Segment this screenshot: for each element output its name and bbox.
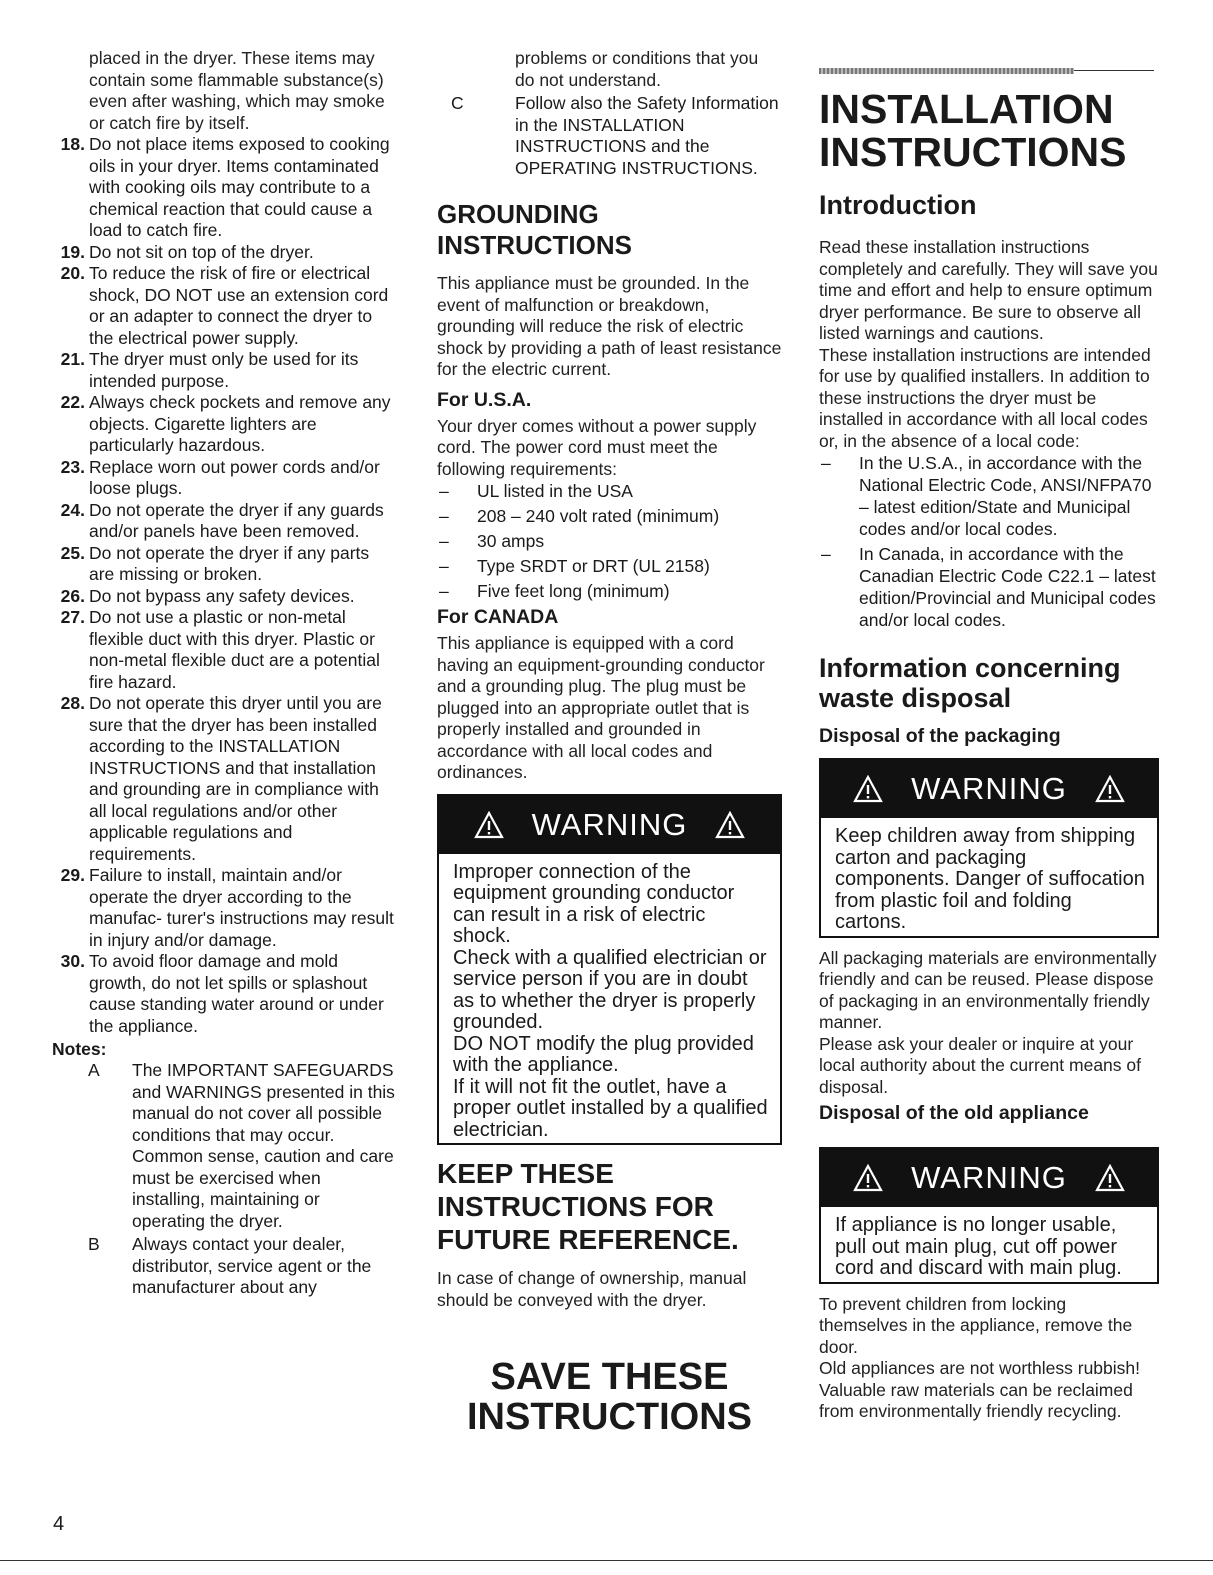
list-item (52, 242, 397, 264)
warning-body: Keep children away from shipping carton and packaging components. Danger of suffocation from plastic foil and folding cartons. (835, 825, 1145, 933)
list-item (52, 457, 397, 500)
list-item (52, 500, 397, 543)
codes-list (819, 452, 1159, 631)
item-number: 27. (60, 607, 85, 627)
warning-triangle-icon (715, 811, 745, 839)
list-item (52, 543, 397, 586)
note-letter: A (88, 1060, 100, 1080)
lead-text: placed in the dryer. These items may contain some flammable substance(s) even after washing, which may smoke or catch fire by itself. (89, 48, 385, 133)
item-number: 30. (60, 951, 85, 971)
usa-requirements (437, 480, 782, 602)
list-item (52, 134, 397, 242)
warning-banner (821, 760, 1157, 818)
item-text: Do not bypass any safety devices. (89, 585, 355, 606)
warning-text: Check with a qualified electrician or service person if you are in doubt as to whether the dryer is properly grounded. (453, 946, 767, 1033)
note-text: Always contact your dealer, distributor, service agent or the manufacturer about any (132, 1234, 372, 1297)
packaging-paragraph: All packaging materials are environmentally friendly and can be reused. Please dispose of packaging in an environmentally friendly manner. (819, 947, 1157, 1032)
note-text: Follow also the Safety Information in the INSTALLATION INSTRUCTIONS and the OPERATING INSTRUCTIONS. (515, 93, 779, 178)
canada-text: This appliance is equipped with a cord having an equipment-grounding conductor and a grounding plug. The plug must be plugged into an appropriate outlet that is properly installed and grounded in accordance with all local codes and ordinances. (437, 633, 765, 782)
list-item: – Five feet long (minimum) (439, 581, 670, 601)
continued-text: problems or conditions that you do not understand. (515, 48, 759, 90)
usa-text: Your dryer comes without a power supply cord. The power cord must meet the following requirements: (437, 415, 757, 479)
list-item (52, 865, 397, 951)
footer-rule (0, 1560, 1213, 1561)
item-text: To avoid floor damage and mold growth, do not let spills or splashout cause standing water around or under the appliance. (89, 951, 384, 1036)
header-rule (819, 68, 1074, 74)
item-number: 20. (60, 263, 85, 283)
page-number: 4 (53, 1513, 65, 1535)
item-text: Do not operate the dryer if any guards and/or panels have been removed. (89, 499, 384, 541)
warning-body: If appliance is no longer usable, pull out main plug, cut off power cord and discard with main plug. (835, 1214, 1122, 1279)
save-instructions-heading (437, 1357, 782, 1437)
grounding-heading: GROUNDING INSTRUCTIONS (437, 199, 632, 260)
packaging-heading: Disposal of the packaging (819, 725, 1061, 747)
list-item: – 30 amps (439, 531, 545, 551)
intro-paragraph: These installation instructions are intended for use by qualified installers. In addition to these instructions the dryer must be installed in accordance with all local codes or, in the absence of a local code: (819, 344, 1151, 451)
item-text: To reduce the risk of fire or electrical shock, DO NOT use an extension cord or an adapter to connect the dryer to the electrical power supply. (89, 263, 389, 348)
item-text: Failure to install, maintain and/or operate the dryer according to the manufac- turer's instructions may result in injury and/or damage. (89, 865, 394, 950)
canada-heading: For CANADA (437, 606, 559, 628)
warning-body (439, 854, 780, 1144)
item-text: The dryer must only be used for its intended purpose. (89, 349, 359, 391)
warning-text: DO NOT modify the plug provided with the appliance. (453, 1032, 754, 1076)
warning-triangle-icon (853, 775, 883, 803)
packaging-warning-box (819, 758, 1159, 938)
item-number: 24. (60, 499, 85, 520)
item-text: Replace worn out power cords and/or loose plugs. (89, 456, 380, 498)
old-appliance-warning-box (819, 1147, 1159, 1284)
list-item (52, 586, 397, 608)
list-item: – Type SRDT or DRT (UL 2158) (439, 556, 710, 576)
note-text: Common sense, caution and care must be exercised when installing, maintaining or operating the dryer. (132, 1146, 394, 1231)
introduction-heading: Introduction (819, 190, 977, 220)
note-letter: C (451, 93, 464, 113)
list-item (52, 607, 397, 693)
note-item (437, 93, 782, 179)
note-text: The IMPORTANT SAFEGUARDS and WARNINGS presented in this manual do not cover all possible conditions that may occur. (132, 1060, 395, 1145)
list-item (52, 263, 397, 349)
usa-heading: For U.S.A. (437, 388, 532, 411)
list-item: – 208 – 240 volt rated (minimum) (439, 506, 720, 526)
item-number: 21. (60, 349, 85, 369)
list-item: – In the U.S.A., in accordance with the National Electric Code, ANSI/NFPA70 – latest edition/State and Municipal codes and/or local codes. (821, 453, 1152, 539)
item-text: Always check pockets and remove any objects. Cigarette lighters are particularly hazardous. (89, 392, 391, 455)
item-text: Do not place items exposed to cooking oils in your dryer. Items contaminated with cooking oils may contribute to a chemical reaction that could cause a load to catch fire. (89, 134, 390, 240)
middle-column (437, 48, 782, 1437)
item-number: 28. (60, 693, 85, 713)
item-text: Do not operate the dryer if any parts are missing or broken. (89, 542, 370, 584)
item-text: Do not operate this dryer until you are sure that the dryer has been installed according to the INSTALLATION INSTRUCTIONS and that installation and grounding are in compliance with all local regulations and/or other applicable regulations and requirements. (89, 693, 382, 864)
grounding-text: This appliance must be grounded. In the event of malfunction or breakdown, grounding will reduce the risk of electric shock by providing a path of least resistance for the electric current. (437, 273, 782, 379)
old-appliance-heading: Disposal of the old appliance (819, 1102, 1089, 1124)
list-item: – In Canada, in accordance with the Canadian Electric Code C22.1 – latest edition/Provincial and Municipal codes and/or local codes. (821, 544, 1156, 630)
item-number: 25. (60, 542, 85, 563)
item-number: 26. (60, 585, 85, 606)
keep-heading: KEEP THESE INSTRUCTIONS FOR FUTURE REFERENCE. (437, 1158, 739, 1255)
item-number: 23. (60, 456, 85, 477)
list-item (52, 392, 397, 457)
item-number: 19. (60, 241, 85, 262)
notes-heading: Notes: (52, 1039, 107, 1059)
warning-banner (821, 1149, 1157, 1207)
list-item: – UL listed in the USA (439, 481, 633, 501)
left-column (52, 48, 397, 1299)
page-title: INSTALLATION INSTRUCTIONS (819, 86, 1127, 175)
warning-triangle-icon (853, 1164, 883, 1192)
keep-text: In case of change of ownership, manual should be conveyed with the dryer. (437, 1268, 747, 1310)
warning-triangle-icon (1095, 1164, 1125, 1192)
item-number: 18. (60, 134, 85, 154)
warning-triangle-icon (1095, 775, 1125, 803)
waste-disposal-heading: Information concerning waste disposal (819, 653, 1121, 713)
old-appliance-paragraph: Old appliances are not worthless rubbish! Valuable raw materials can be reclaimed from environmentally friendly recycling. (819, 1358, 1141, 1421)
note-item (52, 1234, 397, 1299)
warning-label: WARNING (911, 1160, 1067, 1195)
notes-list (52, 1060, 397, 1299)
item-number: 29. (60, 865, 85, 885)
warning-text: Improper connection of the equipment grounding conductor can result in a risk of electric shock. (453, 860, 735, 947)
packaging-paragraph: Please ask your dealer or inquire at your local authority about the current means of disposal. (819, 1033, 1141, 1097)
item-number: 22. (60, 392, 85, 412)
grounding-warning-box (437, 794, 782, 1146)
safety-list (52, 134, 397, 1037)
warning-text: If it will not fit the outlet, have a proper outlet installed by a qualified electrician. (453, 1075, 768, 1141)
warning-banner (439, 796, 780, 854)
warning-label: WARNING (911, 771, 1067, 806)
item-text: Do not sit on top of the dryer. (89, 241, 314, 262)
notes-list-continued (437, 93, 782, 179)
note-letter: B (88, 1234, 100, 1254)
warning-label: WARNING (531, 806, 688, 842)
intro-paragraph: Read these installation instructions completely and carefully. They will save you time and effort and help to ensure optimum dryer performance. Be sure to observe all listed warnings and cautions. (819, 237, 1158, 343)
save-line: INSTRUCTIONS (467, 1396, 752, 1438)
warning-triangle-icon (474, 811, 504, 839)
old-appliance-paragraph: To prevent children from locking themselves in the appliance, remove the door. (819, 1293, 1133, 1357)
save-line: SAVE THESE (490, 1356, 729, 1398)
note-item (52, 1060, 397, 1232)
right-column (819, 54, 1159, 1423)
list-item (52, 693, 397, 865)
list-item (52, 349, 397, 392)
list-item (52, 951, 397, 1037)
item-text: Do not use a plastic or non-metal flexible duct with this dryer. Plastic or non-metal flexible duct are a potential fire hazard. (89, 607, 380, 692)
